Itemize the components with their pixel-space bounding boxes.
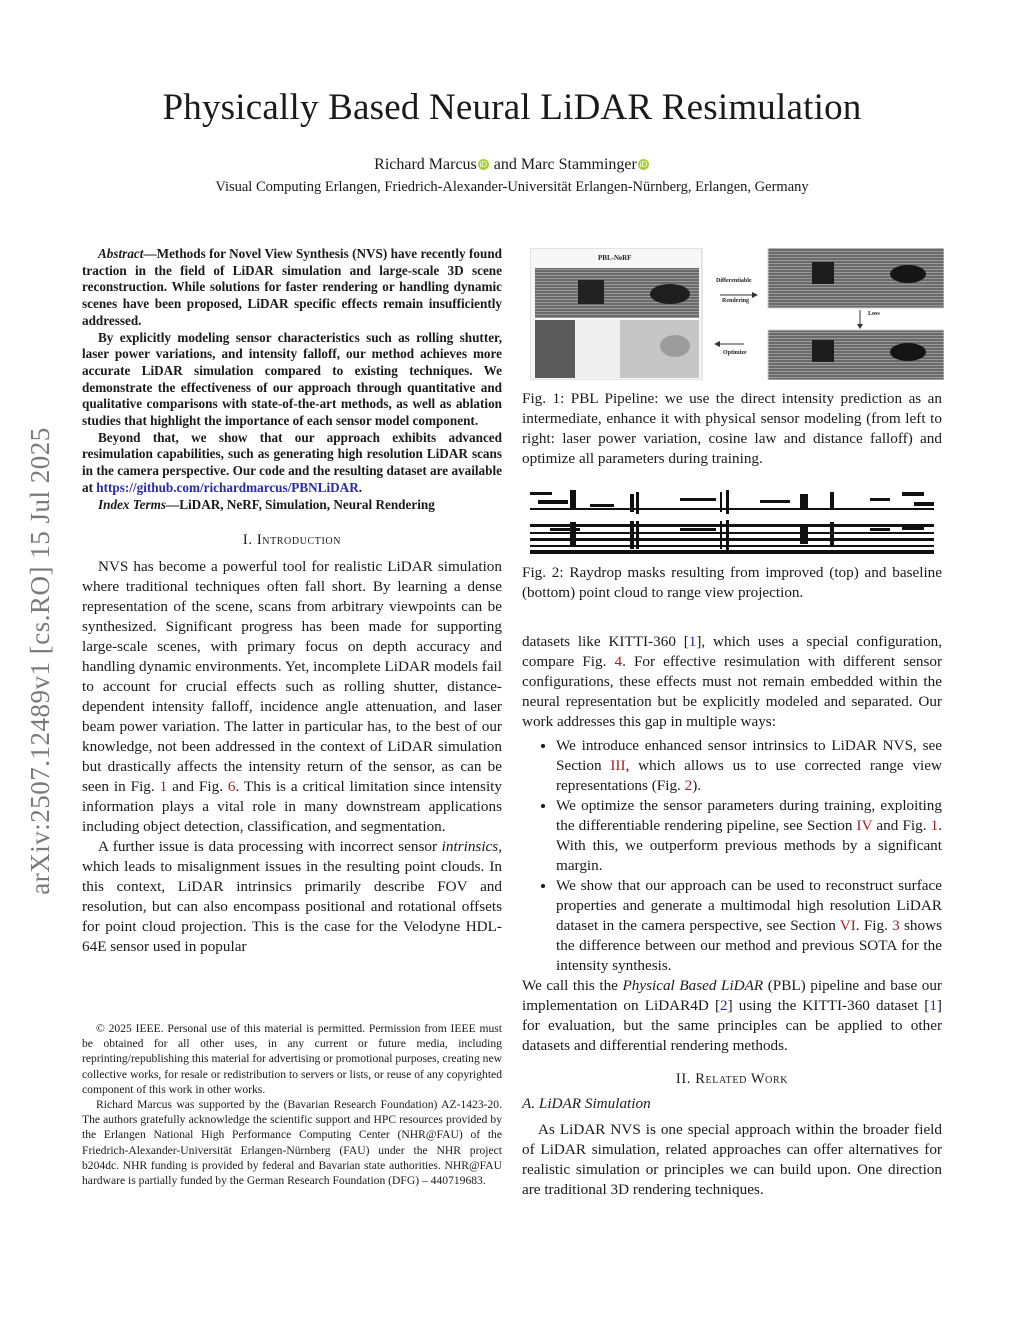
paragraph: We call this the Physical Based LiDAR (PBL) pipeline and base our implementation on LiDAR4D [2] using the KITTI-360 dataset [1] for evaluation, but the same principles can be applied to other datasets and differential rendering methods. xyxy=(522,977,942,1054)
figure-ref[interactable]: 2 xyxy=(684,777,693,794)
orcid-icon[interactable]: iD xyxy=(639,160,648,169)
funding-notice: Richard Marcus was supported by the (Bavarian Research Foundation) AZ-1423-20. The authors gratefully acknowledge the scientific support and HPC resources provided by the Erlangen National High Performance Computing Center (NHR@FAU) of the Friedrich-Alexander-Universität Erlangen-Nürnberg (FAU) under the NHR project b204dc. NHR funding is provided by federal and Bavarian state authorities. NHR@FAU hardware is partially funded by the German Research Foundation (DFG) – 440719683. xyxy=(82,1098,502,1188)
abstract xyxy=(82,246,502,513)
section-title: Related Work xyxy=(695,1071,789,1087)
intro-continued xyxy=(522,632,942,1056)
list-item: • We introduce enhanced sensor intrinsics to LiDAR NVS, see Section III, which allows us to use corrected range view representations (Fig. 2). xyxy=(556,736,942,796)
author-name[interactable]: Richard Marcus xyxy=(374,156,477,173)
subsection-heading: A. LiDAR Simulation xyxy=(522,1095,651,1112)
abstract-paragraph: Beyond that, we show that our approach exhibits advanced resimulation capabilities, such as generating high resolution LiDAR scans in the camera perspective. Our code and the resulting dataset are available at xyxy=(82,429,502,495)
abstract-label: Abstract xyxy=(98,246,144,261)
list-item: • We show that our approach can be used to reconstruct surface properties and generate a multimodal high resolution LiDAR dataset in the camera perspective, see Section VI. Fig. 3 shows the difference between our method and previous SOTA for the intensity synthesis. xyxy=(556,876,942,976)
section-ref[interactable]: III xyxy=(610,757,626,774)
author-line xyxy=(0,155,1024,175)
figure-1 xyxy=(530,248,944,380)
figure-ref[interactable]: 4 xyxy=(614,653,623,670)
paragraph: As LiDAR NVS is one special approach within the broader field of LiDAR simulation, related approaches can offer alternatives for realistic simulation or principles we can build upon. One direction are traditional 3D rendering techniques. xyxy=(522,1121,942,1198)
figure-2-caption: Fig. 2: Raydrop masks resulting from improved (top) and baseline (bottom) point cloud to range view projection. xyxy=(522,564,942,601)
paragraph: A further issue is data processing with incorrect sensor intrinsics, which leads to misalignment issues in the resulting point clouds. In this context, LiDAR intrinsics primarily describe FOV and resolution, but can also encompass positional and rotational offsets for point cloud projection. This is the case for the Velodyne HDL-64E sensor used in popular xyxy=(82,838,502,956)
arrow-label: Rendering xyxy=(722,298,749,304)
section-ref[interactable]: IV xyxy=(856,817,873,834)
paragraph: datasets like KITTI-360 [1], which uses a special configuration, compare Fig. 4. For effective resimulation with different sensor configurations, these effects must not remain embedded within the neural representation but be explicitly modeled and separated. Our work addresses this gap in multiple ways: xyxy=(522,633,943,730)
copyright-notice: © 2025 IEEE. Personal use of this material is permitted. Permission from IEEE must be obtained for all other uses, in any current or future media, including reprinting/republishing this material for advertising or promotional purposes, creating new collective works, for resale or redistribution to servers or lists, or reuse of any copyrighted component of this work in other works. xyxy=(82,1022,502,1096)
figure-1-caption: Fig. 1: PBL Pipeline: we use the direct intensity prediction as an intermediate, enhance it with physical sensor modeling (from left to right: laser power variation, cosine law and distance falloff) and optimize all parameters during training. xyxy=(522,390,942,467)
related-body xyxy=(522,1120,942,1200)
right-column xyxy=(522,389,942,469)
left-column xyxy=(82,246,502,1188)
figure-ref[interactable]: 1 xyxy=(159,778,168,796)
code-url-link[interactable]: https://github.com/richardmarcus/PBNLiDAR xyxy=(96,479,359,495)
author-name[interactable]: Marc Stamminger xyxy=(520,156,637,173)
orcid-icon[interactable]: iD xyxy=(479,160,488,169)
car-shape xyxy=(650,284,690,304)
abstract-paragraph: —Methods for Novel View Synthesis (NVS) have recently found traction in the field of LiDAR simulation and large-scale 3D scene reconstruction. While solutions for faster rendering or handling dynamic scenes have been proposed, LiDAR specific effects remain insufficiently addressed. xyxy=(82,246,502,328)
box-shape xyxy=(578,280,604,304)
section-title: Introduction xyxy=(256,532,342,549)
figure-ref[interactable]: 1 xyxy=(930,817,939,834)
index-terms-label: Index Terms xyxy=(98,496,167,512)
panel-label: PBL-NeRF xyxy=(598,254,632,262)
section-number: II. xyxy=(675,1071,692,1087)
intro-body xyxy=(82,557,502,957)
optimize-label: Optimize xyxy=(723,350,747,356)
index-terms: —LiDAR, NeRF, Simulation, Neural Rendering xyxy=(166,496,435,512)
figure-ref[interactable]: 3 xyxy=(892,917,900,934)
citation-ref[interactable]: 1 xyxy=(929,997,937,1014)
loss-label: Loss xyxy=(868,311,880,317)
punctuation: . xyxy=(358,479,363,495)
section-ref[interactable]: VI xyxy=(839,917,856,934)
list-item: • We optimize the sensor parameters during training, exploiting the differentiable rendering pipeline, see Section IV and Fig. 1. With this, we outperform previous methods by a significant margin. xyxy=(556,796,942,876)
citation-ref[interactable]: 1 xyxy=(688,633,697,650)
footnote xyxy=(82,1021,502,1188)
citation-ref[interactable]: 2 xyxy=(720,997,728,1014)
author-conjunction: and xyxy=(493,156,517,173)
figure-2 xyxy=(530,488,934,554)
pipeline-diagram xyxy=(530,248,944,380)
section-heading-introduction xyxy=(82,531,502,549)
right-column-body xyxy=(522,632,942,1200)
raydrop-masks xyxy=(530,488,934,554)
contributions-list xyxy=(522,736,942,976)
abstract-paragraph: By explicitly modeling sensor characteristics such as rolling shutter, laser power variations, and intensity falloff, our method achieves more accurate LiDAR simulation compared to existing techniques. We demonstrate the effectiveness of our approach through quantitative and qualitative comparisons with state-of-the-art methods, as well as ablation studies that highlight the importance of each sensor model component. xyxy=(82,329,502,429)
right-column-figure2 xyxy=(522,563,942,603)
affiliation: Visual Computing Erlangen, Friedrich-Alexander-Universität Erlangen-Nürnberg, Erlangen, Germany xyxy=(215,179,809,195)
arrow-label: Differentiable xyxy=(716,278,752,284)
paragraph: NVS has become a powerful tool for realistic LiDAR simulation where traditional techniques often fall short. By learning a dense representation of the scene, scans from arbitrary viewpoints can be synthesized. Significant progress has been made for supporting large-scale scenes, with primary focus on depth accuracy and handling dynamic environments. Yet, incomplete LiDAR models fail to account for crucial effects such as rolling shutter, distance-dependent intensity falloff, incidence angle attenuation, and laser beam power variation. The latter in particular has, to the best of our knowledge, not been addressed in the context of LiDAR simulation but drastically affects the intensity return of the sensor, as can be seen in Fig. 1 and Fig. 6. This is a critical limitation since intensity information plays a vital role in many downstream applications including object detection, classification, and segmentation. xyxy=(82,558,502,836)
figure-ref[interactable]: 6 xyxy=(227,778,236,796)
arxiv-identifier: arXiv:2507.12489v1 [cs.RO] 15 Jul 2025 xyxy=(25,427,55,895)
paper-title: Physically Based Neural LiDAR Resimulation xyxy=(162,87,862,128)
section-number: I. xyxy=(242,532,253,549)
section-heading-related-work xyxy=(522,1070,942,1088)
